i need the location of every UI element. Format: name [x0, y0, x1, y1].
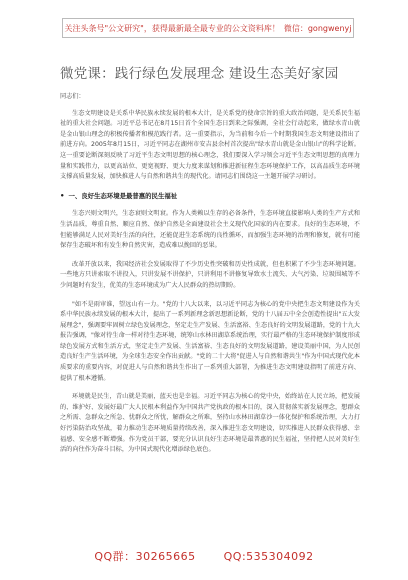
promo-banner-text: 关注头条号"公文研究"，获得最新最全最专业的公文资料库！ — [64, 23, 280, 33]
bullet-icon: • — [60, 191, 65, 200]
document-title: 微党课：践行绿色发展理念 建设生态美好家园 — [60, 66, 339, 82]
section-heading-text: 一、良好生态环境是最普惠的民生福祉 — [68, 191, 178, 200]
promo-banner-wechat: 微信：gongwenyj — [283, 23, 352, 33]
document-body — [60, 92, 360, 552]
qq-group-text: QQ群：30265665 — [94, 550, 196, 563]
intro-paragraph: 生态文明建设是关系中华民族永续发展的根本大计，是关系党的使命宗旨的重大政治问题，是关系民生福祉的重大社会问题。习近平总书记在8月15日首个全国生态日到来之际强调，全社会行动起来，做绿水青山就是金山银山理念的积极传播者和模范践行者。这一重要指示，为当前和今后一个时期我国生态文明建设指出了前进方向。2005年8月15日，习近平同志在湖州市安吉县余村首次提出"绿水青山就是金山银山"的科学论断。这一重要论断深刻反映了习近平生态文明思想的核心理念，我们要深入学习领会习近平生态文明思想的真理力量和实践伟力，以更高站位、更宽视野、更大力度来谋划和推进新征程生态环境保护工作，以高品质生态环境支撑高质量发展，加快推进人与自然和谐共生的现代化。请同志们围绕这一主题开展学习研讨。 — [60, 109, 360, 181]
section-heading — [60, 191, 360, 202]
body-paragraph: 生态兴则文明兴，生态衰则文明衰。作为人类赖以生存的必备条件，生态环境直接影响人类的生产方式和生活品质，尊重自然、顺应自然、保护自然是全面建设社会主义现代化国家的内在要求。良好的生态环境，不但能够满足人民对美好生活的向往，还能促进生态系统的良性循环，而加强生态环境的治理和修复，就有可能保存生态破坏和有发生种自然灾害，造成难以挽回的恶果。 — [60, 210, 360, 250]
greeting: 同志们： — [60, 93, 85, 100]
body-paragraph: 环境就是民生，青山就是美丽，蓝天也是幸福。习近平同志为核心的党中央，始终站在人民立场，把发展的、维护好、发展好最广大人民根本利益作为中国共产党执政的根本目的，深入贯彻落实新发展理念，想群众之所需、急群众之所急、忧群众之所忧，解群众之所难，坚持山水林田湖草沙一体化保护和系统治理，大力打好污染防治攻坚战，着力推动生态环境质量持续改善，深入推进生态文明建设，切实推进人民群众获得感、幸福感、安全感不断增强。作为党员干部，要充分认识良好生态环境是最普惠的民生福祉，坚持把人民对美好生活的向往作为奋斗目标，为中国式现代化增添绿色底色。 — [60, 393, 360, 454]
qq-text: QQ:535304092 — [223, 550, 314, 563]
body-paragraph: "如不是雨审谁，望远山有一力。"党的十八大以来，以习近平同志为核心的党中央把生态文明建设作为关系中华民族永续发展的根本大计，提出了一系列新理念新思想新论断，党的十八届五中全会创造性提出"五大发展理念"，强调要牢固树立绿色发展理念，坚定走生产发展、生活富裕、生态良好的文明发展道路，党的十九大报告强调，"像对待生命一样对待生态环境，统筹山水林田湖草系统治理，实行最严格的生态环境保护制度形成绿色发展方式和生活方式，坚定走生产发展、生活富裕、生态良好的文明发展道路，建设美丽中国，为人民创造良好生产生活环境，为全球生态安全作出贡献。"党的二十大将"促进人与自然和谐共生"作为中国式现代化本质要求的重要内容，对促进人与自然和谐共生作出了一系列重大部署，为推进生态文明建设指明了前进方向、提供了根本遵循。 — [60, 300, 360, 382]
body-paragraph: 改革开放以来，我国经济社会发展取得了不少历史性突破和历史性成就，但也积累了不少生态环境问题。一些地方只讲索取不讲投入，只讲发展不讲保护，只讲利用不讲修复导致水土流失、大气污染、垃圾围城等不少问题时有发生，优美的生态环境成为广大人民群众的热切期盼。 — [60, 260, 360, 289]
promo-banner — [62, 18, 354, 38]
contact-footer — [0, 548, 408, 564]
